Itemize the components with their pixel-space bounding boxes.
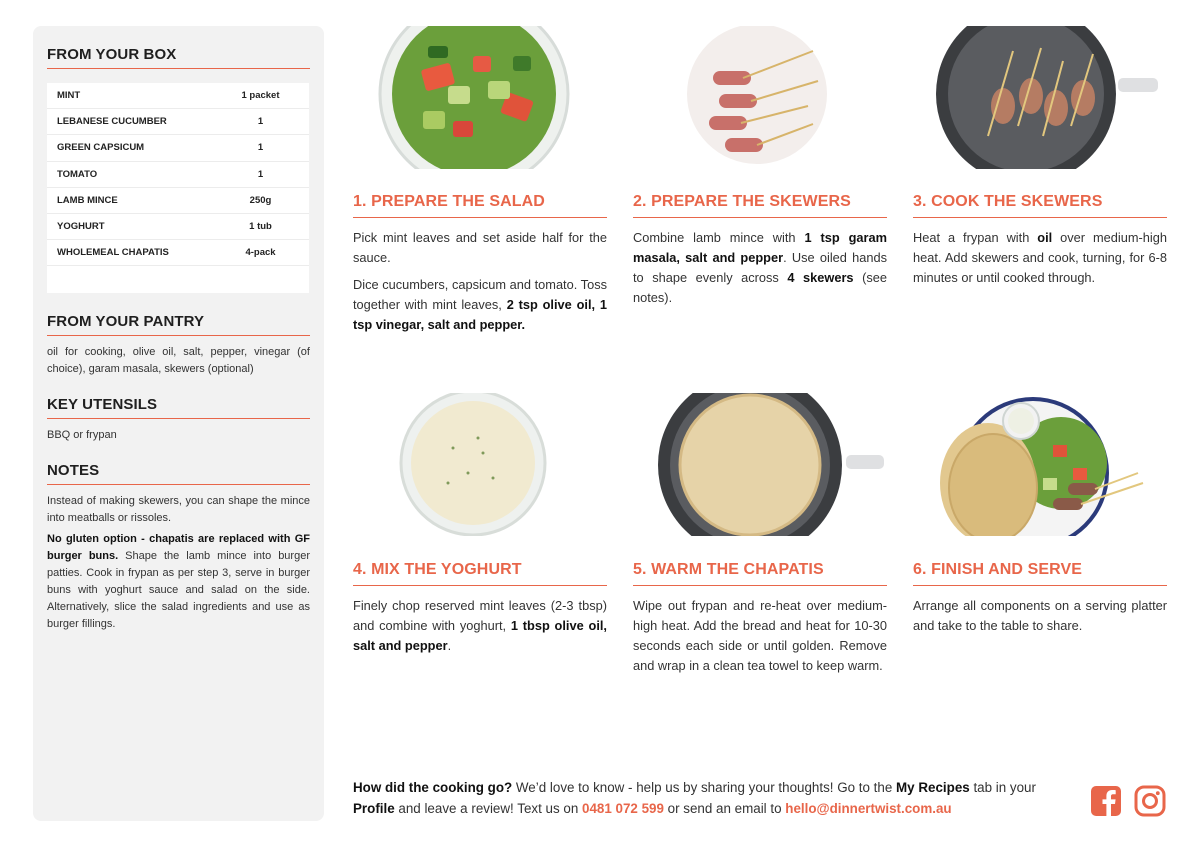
step-6-para-1: Arrange all components on a serving platter and take to the table to share. [913,598,1167,633]
step-1-text: Dice cucumbers, capsicum and tomato. Toss together with mint leaves, [353,277,607,312]
ingredient-qty: 1 tub [249,221,272,233]
table-row-empty [47,266,309,292]
table-row [47,135,309,161]
step-3-text: over medium-high heat. Add skewers and cook, turning, for 6-8 minutes or until cooked through. [913,230,1167,285]
pantry-section [47,313,310,378]
ingredient-qty: 250g [249,194,272,206]
footer-question: How did the cooking go? [353,780,513,795]
step-5-title: 5. WARM THE CHAPATIS [633,561,887,586]
ingredient-qty: 1 packet [241,90,280,102]
skewers-in-pan-photo [913,26,1167,169]
step-4-title: 4. MIX THE YOGHURT [353,561,607,586]
ingredient-name: LEBANESE CUCUMBER [57,116,167,128]
step-2-bold: 1 tsp garam masala, salt and pepper [633,230,887,265]
step-5-body [633,596,887,676]
footer-text: and leave a review! Text us on [394,801,583,816]
instagram-icon[interactable] [1134,785,1166,817]
raw-skewers-photo [633,26,887,169]
utensils-heading: KEY UTENSILS [47,396,310,419]
sidebar [33,26,324,821]
step-4-para-1 [353,596,607,656]
ingredient-qty: 1 [257,116,264,128]
from-your-box-heading: FROM YOUR BOX [47,46,310,69]
table-row [47,240,309,266]
ingredient-qty: 4-pack [245,247,276,259]
step-2-title: 2. PREPARE THE SKEWERS [633,193,887,218]
step-4-text: . [447,638,452,653]
step-5-para-1: Wipe out frypan and re-heat over medium-high heat. Add the bread and heat for 10-30 seconds each side or until golden. Remove and wrap in a clean tea towel to keep warm. [633,598,887,673]
ingredients-table [47,83,309,293]
step-1-para-1: Pick mint leaves and set aside half for the sauce. [353,230,607,265]
ingredient-name: TOMATO [57,168,98,180]
ingredient-name: MINT [57,90,81,102]
step-1-body [353,228,607,335]
served-platter-photo [913,393,1167,536]
chapati-in-pan-photo [633,393,887,536]
salad-bowl-photo [353,26,607,169]
footer-my-recipes: My Recipes [896,780,970,795]
footer-email-link[interactable]: hello@dinnertwist.com.au [785,801,952,816]
utensils-section [47,396,310,444]
ingredient-name: YOGHURT [57,221,105,233]
pantry-heading: FROM YOUR PANTRY [47,313,310,336]
footer-phone-link[interactable]: 0481 072 599 [582,801,664,816]
step-6-title: 6. FINISH AND SERVE [913,561,1167,586]
table-row [47,83,309,109]
notes-section [47,462,310,633]
step-6-body [913,596,1167,636]
table-row [47,162,309,188]
step-3-para-1 [913,228,1167,288]
yoghurt-bowl-photo [353,393,607,536]
step-2-bold: 4 skewers [787,270,854,285]
notes-gf-rest: Shape the lamb mince into burger patties. Cook in frypan as per step 3, serve in burger buns with yoghurt sauce and salad on the side. Alternatively, slice the salad ingredients and use as burger fillings. [47,550,310,630]
step-4-body [353,596,607,656]
step-3-text: Heat a frypan with [913,230,1038,245]
ingredient-qty: 1 [257,142,264,154]
step-2-text: Combine lamb mince with [633,230,805,245]
facebook-icon[interactable] [1090,785,1122,817]
footer-text: or send an email to [663,801,786,816]
utensils-text: BBQ or frypan [47,429,117,441]
step-1-para-2 [353,275,607,335]
notes-heading: NOTES [47,462,310,485]
step-1-bold: 2 tsp olive oil, 1 tsp vinegar, salt and pepper. [353,297,607,332]
step-3-title: 3. COOK THE SKEWERS [913,193,1167,218]
step-3-body [913,228,1167,288]
footer-text: We’d love to know - help us by sharing your thoughts! Go to the [512,780,897,795]
pantry-text: oil for cooking, olive oil, salt, pepper, vinegar (of choice), garam masala, skewers (optional) [47,346,310,375]
step-2-text: (see notes). [633,270,887,305]
step-2-text: . Use oiled hands to shape evenly across [633,250,887,285]
step-1-title: 1. PREPARE THE SALAD [353,193,607,218]
footer-feedback [353,777,1068,819]
table-row [47,188,309,214]
ingredient-name: LAMB MINCE [57,194,118,206]
step-4-bold: 1 tbsp olive oil, salt and pepper [353,618,607,653]
step-3-bold: oil [1037,230,1053,245]
ingredient-name: WHOLEMEAL CHAPATIS [57,247,169,259]
ingredient-name: GREEN CAPSICUM [57,142,145,154]
step-4-text: Finely chop reserved mint leaves (2-3 tbsp) and combine with yoghurt, [353,598,607,633]
step-2-para-1 [633,228,887,308]
notes-text-1: Instead of making skewers, you can shape the mince into meatballs or rissoles. [47,495,310,524]
table-row [47,214,309,240]
footer-text: tab in your [969,780,1036,795]
table-row [47,109,309,135]
step-2-body [633,228,887,308]
footer-profile: Profile [353,801,395,816]
notes-gf-bold: No gluten option - chapatis are replaced with GF burger buns. [47,533,310,562]
notes-text-2 [47,531,310,633]
ingredient-qty: 1 [257,168,264,180]
